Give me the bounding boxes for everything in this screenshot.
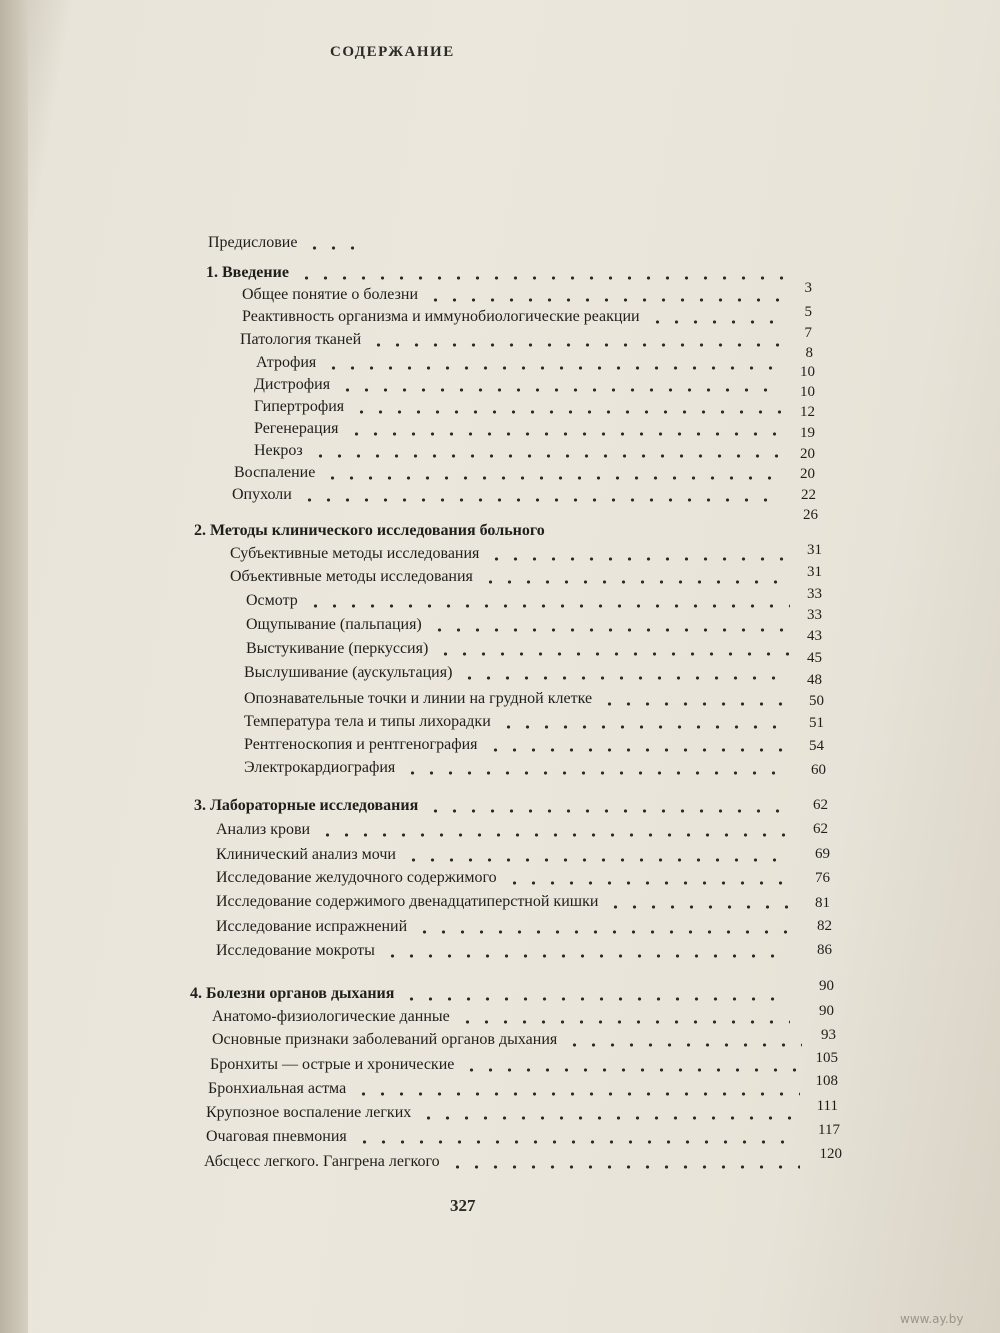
toc-entry-label: Исследование содержимого двенадцатиперстной кишки bbox=[216, 893, 599, 910]
site-watermark: www.ay.by bbox=[900, 1312, 964, 1326]
toc-entry-label: Абсцесс легкого. Гангрена легкого bbox=[204, 1153, 440, 1170]
toc-entry bbox=[242, 286, 782, 308]
toc-entry bbox=[244, 664, 790, 686]
leader-dots bbox=[355, 1140, 800, 1144]
toc-entry-label: Исследование желудочного содержимого bbox=[216, 869, 497, 886]
page-number: 90 bbox=[819, 1003, 834, 1019]
page-number: 7 bbox=[804, 325, 812, 341]
toc-entry-label: Выслушивание (аускультация) bbox=[244, 664, 453, 681]
toc-entry-label: Объективные методы исследования bbox=[230, 568, 473, 585]
toc-entry-label: Очаговая пневмония bbox=[206, 1128, 347, 1145]
toc-entry bbox=[230, 545, 790, 567]
leader-dots bbox=[306, 604, 790, 608]
page-number: 76 bbox=[815, 870, 830, 886]
toc-entry-label: Бронхиальная астма bbox=[208, 1080, 347, 1097]
leader-dots bbox=[460, 676, 790, 680]
leader-dots bbox=[426, 298, 782, 302]
leader-dots bbox=[347, 432, 783, 436]
page-number: 108 bbox=[815, 1073, 838, 1089]
toc-entry bbox=[246, 640, 790, 662]
toc-entry bbox=[206, 1104, 800, 1126]
page-number: 33 bbox=[807, 607, 822, 623]
toc-entry bbox=[206, 1128, 800, 1150]
toc-entry-label: Регенерация bbox=[254, 420, 339, 437]
toc-entry-label: Ощупывание (пальпация) bbox=[246, 616, 422, 633]
page-number: 62 bbox=[813, 797, 828, 813]
toc-entry-label: Анатомо-физиологические данные bbox=[212, 1008, 450, 1025]
toc-entry-label: Рентгеноскопия и рентгенография bbox=[244, 736, 478, 753]
page-number: 51 bbox=[809, 715, 824, 731]
toc-entry bbox=[208, 234, 368, 256]
toc-entry bbox=[216, 942, 790, 964]
page-number: 45 bbox=[807, 650, 822, 666]
toc-entry-label: Воспаление bbox=[234, 464, 316, 481]
toc-entry-label: 4. Болезни органов дыхания bbox=[190, 985, 395, 1002]
toc-entry bbox=[210, 1056, 800, 1078]
toc-entry-label: Бронхиты — острые и хронические bbox=[210, 1056, 455, 1073]
page-number: 3 bbox=[804, 280, 812, 296]
toc-entry bbox=[246, 592, 790, 614]
toc-entry bbox=[216, 846, 790, 868]
leader-dots bbox=[505, 881, 790, 885]
toc-entry-label: 2. Методы клинического исследования больного bbox=[194, 522, 545, 539]
page-number: 31 bbox=[807, 542, 822, 558]
leader-dots bbox=[403, 771, 790, 775]
toc-entry bbox=[254, 376, 782, 398]
toc-entry-label: Анализ крови bbox=[216, 821, 311, 838]
toc-entry bbox=[244, 736, 790, 758]
toc-entry bbox=[254, 420, 782, 442]
leader-dots bbox=[458, 1020, 790, 1024]
leader-dots bbox=[318, 833, 790, 837]
page-number: 120 bbox=[819, 1146, 842, 1162]
toc-entry-label: Реактивность организма и иммунобиологические реакции bbox=[242, 308, 640, 325]
toc-entry bbox=[208, 1080, 800, 1102]
page-number: 48 bbox=[807, 672, 822, 688]
toc-entry-label: Опознавательные точки и линии на грудной клетке bbox=[244, 690, 593, 707]
leader-dots bbox=[565, 1043, 802, 1047]
toc-entry bbox=[254, 442, 782, 464]
page-number: 60 bbox=[811, 762, 826, 778]
page-number: 81 bbox=[815, 895, 830, 911]
toc-entry-label: Субъективные методы исследования bbox=[230, 545, 480, 562]
leader-dots bbox=[369, 343, 780, 347]
toc-entry bbox=[232, 486, 782, 508]
leader-dots bbox=[481, 580, 790, 584]
leader-dots bbox=[338, 388, 782, 392]
toc-chapter bbox=[206, 264, 786, 286]
toc-entry-label: 3. Лабораторные исследования bbox=[194, 797, 419, 814]
toc-entry bbox=[216, 893, 790, 915]
page-number: 19 bbox=[800, 425, 815, 441]
leader-dots bbox=[404, 858, 790, 862]
toc-entry-label: Общее понятие о болезни bbox=[242, 286, 419, 303]
toc-entry-label: Электрокардиография bbox=[244, 759, 396, 776]
toc-entry bbox=[216, 869, 790, 891]
page-number: 111 bbox=[816, 1098, 838, 1114]
page-number: 62 bbox=[813, 821, 828, 837]
toc-entry bbox=[242, 308, 782, 330]
leader-dots bbox=[383, 954, 790, 958]
toc-entry bbox=[212, 1008, 790, 1030]
leader-dots bbox=[323, 476, 782, 480]
leader-dots bbox=[324, 366, 782, 370]
leader-dots bbox=[499, 725, 790, 729]
toc-entry bbox=[244, 690, 790, 712]
page-number: 54 bbox=[809, 738, 824, 754]
toc-entry bbox=[256, 354, 782, 376]
toc-entry bbox=[230, 568, 790, 590]
page-number: 33 bbox=[807, 586, 822, 602]
leader-dots bbox=[419, 1116, 800, 1120]
toc-entry-label: Патология тканей bbox=[240, 331, 362, 348]
page-number: 10 bbox=[800, 384, 815, 400]
page-number: 20 bbox=[800, 446, 815, 462]
page-number: 10 bbox=[800, 364, 815, 380]
leader-dots bbox=[354, 1092, 800, 1096]
toc-entry-label: Крупозное воспаление легких bbox=[206, 1104, 412, 1121]
page-number: 90 bbox=[819, 978, 834, 994]
page-number: 26 bbox=[803, 507, 818, 523]
toc-entry-label: Атрофия bbox=[256, 354, 317, 371]
toc-entry bbox=[204, 1153, 800, 1175]
toc-entry bbox=[244, 713, 790, 735]
leader-dots bbox=[305, 246, 368, 250]
toc-entry-label: Предисловие bbox=[208, 234, 298, 251]
leader-dots bbox=[606, 905, 790, 909]
toc-entry-label: Дистрофия bbox=[254, 376, 331, 393]
page-folio-number: 327 bbox=[450, 1196, 476, 1215]
toc-entry bbox=[212, 1031, 802, 1053]
page-number: 5 bbox=[804, 304, 812, 320]
toc-entry bbox=[216, 918, 790, 940]
leader-dots bbox=[352, 410, 782, 414]
page-number: 12 bbox=[800, 404, 815, 420]
leader-dots bbox=[448, 1165, 800, 1169]
leader-dots bbox=[402, 997, 790, 1001]
page-number: 50 bbox=[809, 693, 824, 709]
page-number: 82 bbox=[817, 918, 832, 934]
toc-entry-label: Гипертрофия bbox=[254, 398, 345, 415]
toc-entry bbox=[234, 464, 782, 486]
toc-entry-label: Основные признаки заболеваний органов дыхания bbox=[212, 1031, 558, 1048]
page-number: 31 bbox=[807, 564, 822, 580]
leader-dots bbox=[415, 930, 790, 934]
toc-chapter bbox=[190, 985, 790, 1007]
toc-entry-label: Исследование испражнений bbox=[216, 918, 408, 935]
toc-entry-label: Осмотр bbox=[246, 592, 298, 609]
page-number: 20 bbox=[800, 466, 815, 482]
toc-entry bbox=[216, 821, 790, 843]
toc-entry-label: Выстукивание (перкуссия) bbox=[246, 640, 429, 657]
page-number: 93 bbox=[821, 1027, 836, 1043]
page-number: 69 bbox=[815, 846, 830, 862]
leader-dots bbox=[462, 1068, 800, 1072]
leader-dots bbox=[311, 454, 782, 458]
page-number: 43 bbox=[807, 628, 822, 644]
leader-dots bbox=[300, 498, 782, 502]
toc-entry-label: Температура тела и типы лихорадки bbox=[244, 713, 491, 730]
page-number: 86 bbox=[817, 942, 832, 958]
leader-dots bbox=[430, 628, 790, 632]
page-number: 8 bbox=[805, 345, 813, 361]
toc-entry-label: 1. Введение bbox=[206, 264, 289, 281]
page-number: 105 bbox=[815, 1050, 838, 1066]
toc-chapter bbox=[194, 797, 790, 819]
toc-entry-label: Исследование мокроты bbox=[216, 942, 375, 959]
toc-entry-label: Клинический анализ мочи bbox=[216, 846, 396, 863]
toc-entry-label: Опухоли bbox=[232, 486, 292, 503]
leader-dots bbox=[426, 809, 790, 813]
leader-dots bbox=[600, 702, 790, 706]
toc-entry bbox=[246, 616, 790, 638]
leader-dots bbox=[487, 557, 790, 561]
page-number: 117 bbox=[818, 1122, 840, 1138]
leader-dots bbox=[297, 276, 786, 280]
leader-dots bbox=[486, 748, 791, 752]
toc-entry bbox=[254, 398, 782, 420]
toc-entry bbox=[244, 759, 790, 781]
toc-chapter bbox=[194, 522, 634, 544]
toc-entry bbox=[240, 331, 780, 353]
page-title: СОДЕРЖАНИЕ bbox=[330, 44, 455, 60]
page-number: 22 bbox=[801, 487, 816, 503]
leader-dots bbox=[436, 652, 790, 656]
toc-entry-label: Некроз bbox=[254, 442, 303, 459]
